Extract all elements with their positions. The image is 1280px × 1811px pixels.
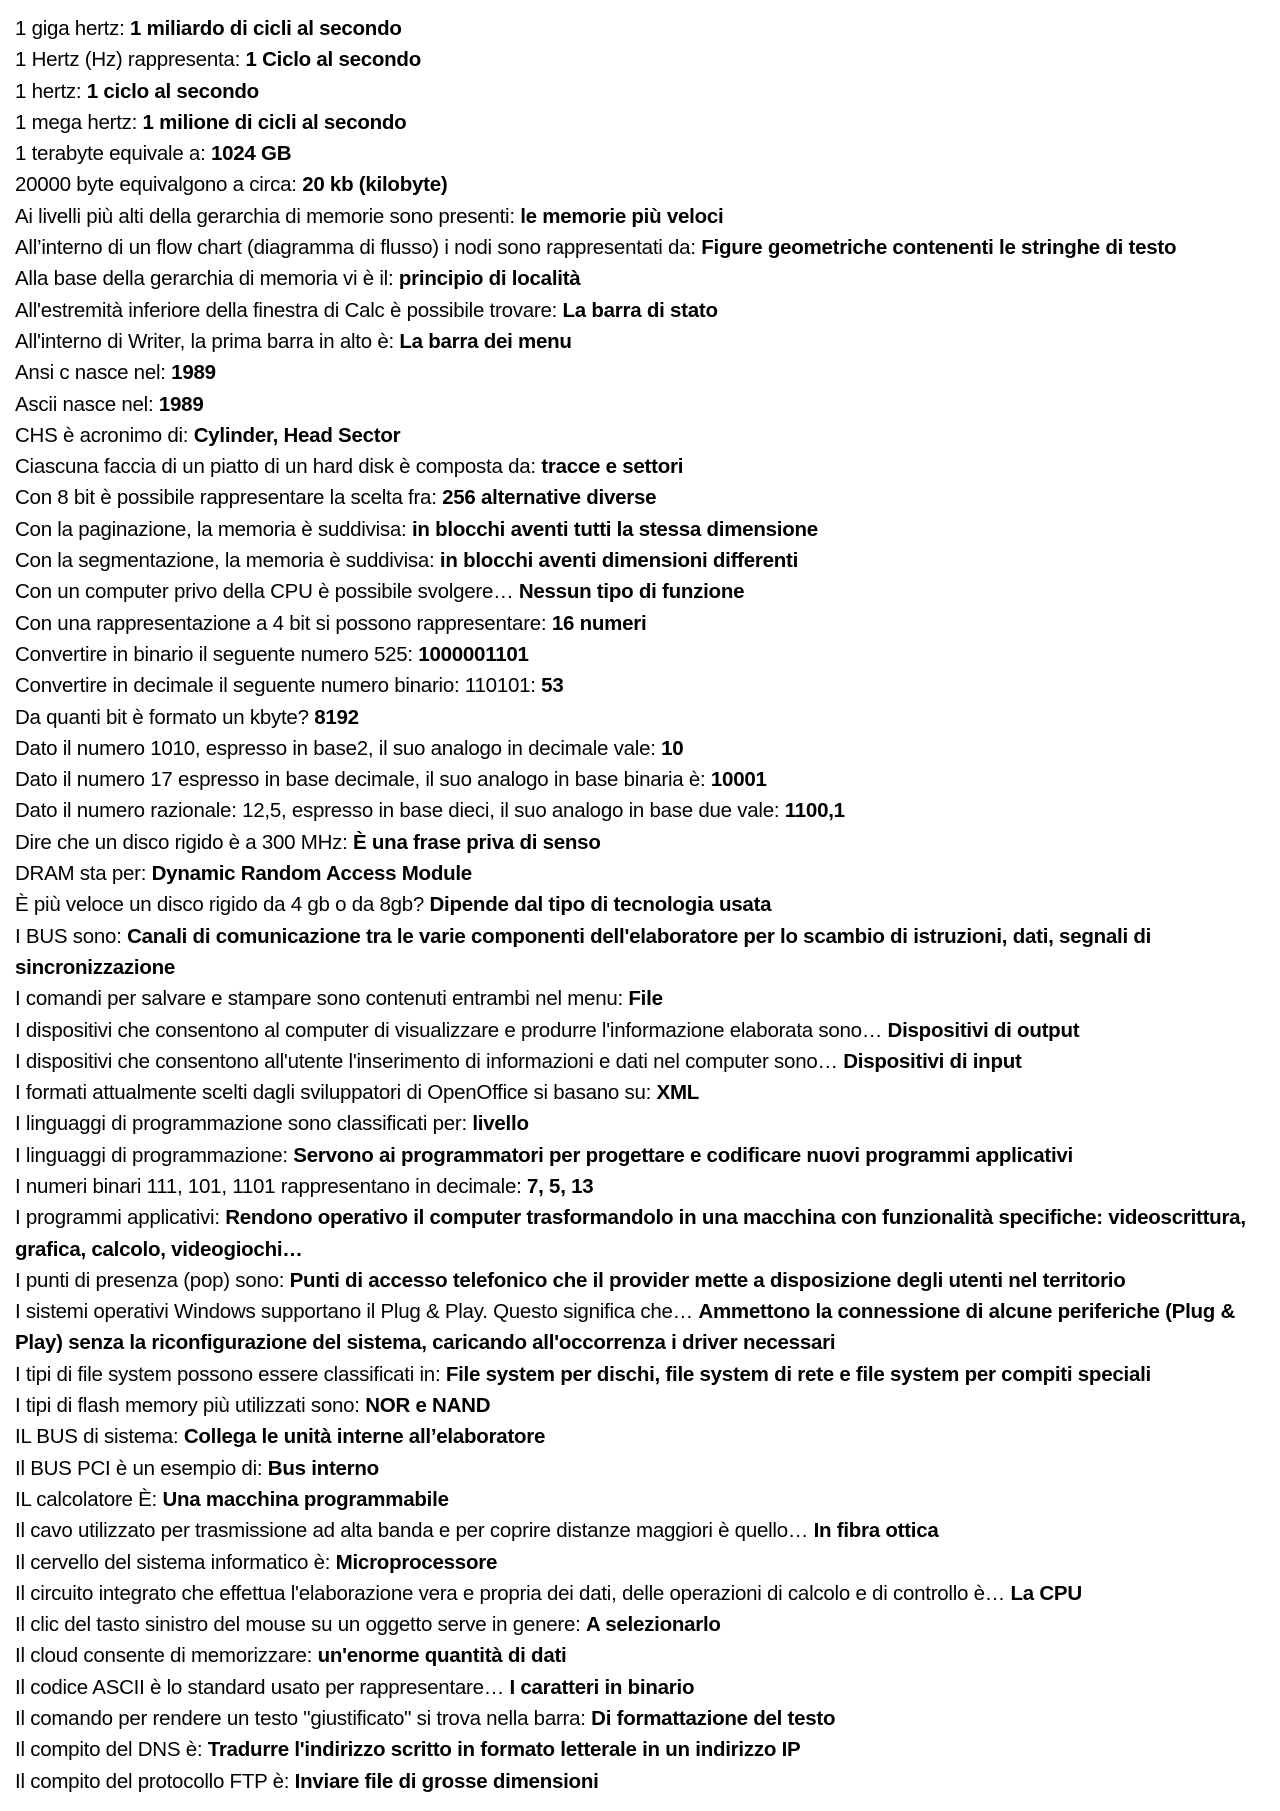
- question-text: Ciascuna faccia di un piatto di un hard disk è composta da:: [15, 455, 542, 479]
- qa-line: [15, 764, 1270, 795]
- answer-text: 1989: [171, 361, 216, 385]
- question-text: Ansi c nasce nel:: [15, 361, 172, 385]
- question-text: Ascii nasce nel:: [15, 392, 159, 416]
- answer-text: In fibra ottica: [813, 1519, 939, 1543]
- answer-text: Dynamic Random Access Module: [151, 862, 472, 886]
- question-text: I programmi applicativi:: [15, 1206, 226, 1230]
- answer-text: Cylinder, Head Sector: [193, 423, 401, 447]
- qa-line: [15, 138, 1270, 169]
- answer-text: 1000001101: [418, 642, 529, 666]
- qa-line: [15, 1703, 1270, 1734]
- question-text: Con un computer privo della CPU è possibile svolgere…: [15, 580, 519, 604]
- question-text: Convertire in binario il seguente numero 525:: [15, 642, 419, 666]
- qa-line: [15, 702, 1270, 733]
- question-text: DRAM sta per:: [15, 862, 152, 886]
- answer-text: La CPU: [1010, 1581, 1082, 1605]
- question-text: Il compito del protocollo FTP è:: [15, 1769, 295, 1793]
- question-text: Con una rappresentazione a 4 bit si possono rappresentare:: [15, 611, 552, 635]
- question-text: I punti di presenza (pop) sono:: [15, 1268, 290, 1292]
- qa-line: [15, 389, 1270, 420]
- qa-line: [15, 921, 1270, 984]
- qa-line: [15, 608, 1270, 639]
- qa-line: [15, 1015, 1270, 1046]
- question-text: Dato il numero 1010, espresso in base2, il suo analogo in decimale vale:: [15, 736, 662, 760]
- question-text: I linguaggi di programmazione sono classificati per:: [15, 1112, 473, 1136]
- qa-line: [15, 1265, 1270, 1296]
- qa-line: [15, 670, 1270, 701]
- question-text: 20000 byte equivalgono a circa:: [15, 173, 303, 197]
- answer-text: Punti di accesso telefonico che il provider mette a disposizione degli utenti nel territorio: [289, 1268, 1126, 1292]
- qa-line: [15, 263, 1270, 294]
- answer-text: Microprocessore: [335, 1550, 498, 1574]
- qa-line: [15, 639, 1270, 670]
- answer-text: in blocchi aventi dimensioni differenti: [439, 549, 799, 573]
- question-text: Il cavo utilizzato per trasmissione ad alta banda e per coprire distanze maggiori è quello…: [15, 1519, 814, 1543]
- qa-line: [15, 107, 1270, 138]
- answer-text: Dipende dal tipo di tecnologia usata: [429, 893, 772, 917]
- qa-line: [15, 1578, 1270, 1609]
- question-text: I sistemi operativi Windows supportano il Plug & Play. Questo significa che…: [15, 1300, 699, 1324]
- question-text: Con la segmentazione, la memoria è suddivisa:: [15, 549, 440, 573]
- question-text: CHS è acronimo di:: [15, 423, 194, 447]
- question-text: IL calcolatore È:: [15, 1487, 163, 1511]
- answer-text: 1100,1: [784, 799, 845, 823]
- answer-text: 1989: [158, 392, 204, 416]
- qa-line: [15, 889, 1270, 920]
- qa-line: [15, 451, 1270, 482]
- qa-line: [15, 1421, 1270, 1452]
- answer-text: Rendono operativo il computer trasformandolo in una macchina con funzionalità specifiche: videoscrittura, grafica, calcolo, videogiochi…: [15, 1206, 1246, 1261]
- question-text: Il cloud consente di memorizzare:: [15, 1644, 318, 1668]
- qa-line: [15, 514, 1270, 545]
- question-text: Il cervello del sistema informatico è:: [15, 1550, 336, 1574]
- answer-text: A selezionarlo: [585, 1613, 721, 1637]
- qa-line: [15, 44, 1270, 75]
- qa-line: [15, 1640, 1270, 1671]
- answer-text: Inviare file di grosse dimensioni: [294, 1769, 599, 1793]
- qa-line: [15, 858, 1270, 889]
- question-text: Il comando per rendere un testo "giustificato" si trova nella barra:: [15, 1707, 592, 1731]
- qa-line: [15, 1108, 1270, 1139]
- question-text: I numeri binari 111, 101, 1101 rappresentano in decimale:: [15, 1174, 527, 1198]
- answer-text: principio di località: [398, 267, 581, 291]
- answer-text: 1 ciclo al secondo: [86, 79, 259, 103]
- qa-line: [15, 1296, 1270, 1359]
- qa-line: [15, 1077, 1270, 1108]
- question-text: I formati attualmente scelti dagli sviluppatori di OpenOffice si basano su:: [15, 1081, 657, 1105]
- qa-line: [15, 733, 1270, 764]
- answer-text: 20 kb (kilobyte): [302, 173, 448, 197]
- question-text: I BUS sono:: [15, 924, 128, 948]
- answer-text: Tradurre l'indirizzo scritto in formato letterale in un indirizzo IP: [207, 1738, 801, 1762]
- question-text: Da quanti bit è formato un kbyte?: [15, 705, 315, 729]
- qa-line: [15, 295, 1270, 326]
- qa-line: [15, 1453, 1270, 1484]
- question-text: All'estremità inferiore della finestra di Calc è possibile trovare:: [15, 298, 563, 322]
- question-text: Il compito del DNS è:: [15, 1738, 208, 1762]
- qa-line: [15, 983, 1270, 1014]
- answer-text: File: [628, 987, 663, 1011]
- qa-line: [15, 795, 1270, 826]
- qa-line: [15, 1140, 1270, 1171]
- question-text: Dato il numero razionale: 12,5, espresso in base dieci, il suo analogo in base due vale:: [15, 799, 785, 823]
- qa-line: [15, 1672, 1270, 1703]
- question-text: Convertire in decimale il seguente numero binario: 110101:: [15, 674, 542, 698]
- qa-list: [15, 13, 1270, 1797]
- answer-text: 7, 5, 13: [527, 1174, 594, 1198]
- qa-line: [15, 357, 1270, 388]
- answer-text: È una frase priva di senso: [353, 830, 601, 854]
- question-text: All’interno di un flow chart (diagramma di flusso) i nodi sono rappresentati da:: [15, 236, 702, 260]
- answer-text: 1 milione di cicli al secondo: [142, 110, 407, 134]
- question-text: Con la paginazione, la memoria è suddivisa:: [15, 517, 412, 541]
- answer-text: 10001: [710, 768, 767, 792]
- question-text: Il BUS PCI è un esempio di:: [15, 1456, 268, 1480]
- answer-text: La barra di stato: [562, 298, 718, 322]
- qa-line: [15, 576, 1270, 607]
- answer-text: 53: [541, 674, 564, 698]
- answer-text: Dispositivi di output: [887, 1018, 1080, 1042]
- question-text: Il codice ASCII è lo standard usato per rappresentare…: [15, 1675, 510, 1699]
- answer-text: NOR e NAND: [365, 1394, 491, 1418]
- qa-line: [15, 1202, 1270, 1265]
- answer-text: 256 alternative diverse: [442, 486, 657, 510]
- answer-text: Canali di comunicazione tra le varie componenti dell'elaboratore per lo scambio di istruzioni, dati, segnali di sincronizzazione: [15, 924, 1152, 979]
- qa-line: [15, 1766, 1270, 1797]
- question-text: I tipi di file system possono essere classificati in:: [15, 1362, 446, 1386]
- question-text: Alla base della gerarchia di memoria vi è il:: [15, 267, 399, 291]
- qa-line: [15, 1609, 1270, 1640]
- question-text: Il clic del tasto sinistro del mouse su un oggetto serve in genere:: [15, 1613, 586, 1637]
- answer-text: 8192: [314, 705, 359, 729]
- qa-line: [15, 1547, 1270, 1578]
- qa-line: [15, 1046, 1270, 1077]
- question-text: 1 terabyte equivale a:: [15, 142, 211, 166]
- question-text: IL BUS di sistema:: [15, 1425, 184, 1449]
- answer-text: Ammettono la connessione di alcune periferiche (Plug & Play) senza la riconfigurazione del sistema, caricando all'occorrenza i driver necessari: [15, 1300, 1236, 1355]
- question-text: I dispositivi che consentono al computer di visualizzare e produrre l'informazione elaborata sono…: [15, 1018, 888, 1042]
- answer-text: File system per dischi, file system di rete e file system per compiti speciali: [445, 1362, 1151, 1386]
- answer-text: Bus interno: [267, 1456, 379, 1480]
- question-text: Ai livelli più alti della gerarchia di memorie sono presenti:: [15, 204, 521, 228]
- question-text: 1 hertz:: [15, 79, 87, 103]
- answer-text: La barra dei menu: [399, 329, 572, 353]
- question-text: I comandi per salvare e stampare sono contenuti entrambi nel menu:: [15, 987, 629, 1011]
- answer-text: Una macchina programmabile: [162, 1487, 449, 1511]
- qa-line: [15, 1390, 1270, 1421]
- answer-text: le memorie più veloci: [520, 204, 724, 228]
- qa-line: [15, 1484, 1270, 1515]
- question-text: 1 giga hertz:: [15, 17, 131, 40]
- qa-line: [15, 1734, 1270, 1765]
- question-text: Il circuito integrato che effettua l'elaborazione vera e propria dei dati, delle operazioni di calcolo e di controllo è…: [15, 1581, 1011, 1605]
- answer-text: 16 numeri: [551, 611, 647, 635]
- qa-line: [15, 13, 1270, 44]
- qa-line: [15, 827, 1270, 858]
- answer-text: Nessun tipo di funzione: [518, 580, 745, 604]
- answer-text: 1 Ciclo al secondo: [245, 48, 421, 72]
- question-text: I linguaggi di programmazione:: [15, 1143, 294, 1167]
- question-text: I tipi di flash memory più utilizzati sono:: [15, 1394, 366, 1418]
- answer-text: in blocchi aventi tutti la stessa dimensione: [411, 517, 818, 541]
- qa-line: [15, 232, 1270, 263]
- qa-line: [15, 326, 1270, 357]
- question-text: I dispositivi che consentono all'utente l'inserimento di informazioni e dati nel computer sono…: [15, 1049, 844, 1073]
- qa-line: [15, 1171, 1270, 1202]
- answer-text: Servono ai programmatori per progettare e codificare nuovi programmi applicativi: [293, 1143, 1073, 1167]
- question-text: All'interno di Writer, la prima barra in alto è:: [15, 329, 400, 353]
- question-text: È più veloce un disco rigido da 4 gb o da 8gb?: [15, 893, 430, 917]
- answer-text: 10: [661, 736, 684, 760]
- question-text: 1 Hertz (Hz) rappresenta:: [15, 48, 246, 72]
- answer-text: tracce e settori: [541, 455, 684, 479]
- answer-text: I caratteri in binario: [509, 1675, 695, 1699]
- answer-text: Figure geometriche contenenti le stringhe di testo: [701, 236, 1177, 260]
- qa-line: [15, 201, 1270, 232]
- answer-text: XML: [656, 1081, 700, 1105]
- qa-line: [15, 1359, 1270, 1390]
- qa-line: [15, 169, 1270, 200]
- question-text: 1 mega hertz:: [15, 110, 143, 134]
- answer-text: 1024 GB: [210, 142, 292, 166]
- question-text: Dire che un disco rigido è a 300 MHz:: [15, 830, 354, 854]
- answer-text: un'enorme quantità di dati: [317, 1644, 567, 1668]
- answer-text: 1 miliardo di cicli al secondo: [130, 17, 402, 40]
- question-text: Con 8 bit è possibile rappresentare la scelta fra:: [15, 486, 443, 510]
- question-text: Dato il numero 17 espresso in base decimale, il suo analogo in base binaria è:: [15, 768, 711, 792]
- answer-text: Collega le unità interne all’elaboratore: [183, 1425, 546, 1449]
- qa-line: [15, 76, 1270, 107]
- qa-line: [15, 420, 1270, 451]
- qa-line: [15, 482, 1270, 513]
- answer-text: livello: [472, 1112, 529, 1136]
- qa-line: [15, 545, 1270, 576]
- answer-text: Di formattazione del testo: [591, 1707, 836, 1731]
- answer-text: Dispositivi di input: [843, 1049, 1022, 1073]
- qa-line: [15, 1515, 1270, 1546]
